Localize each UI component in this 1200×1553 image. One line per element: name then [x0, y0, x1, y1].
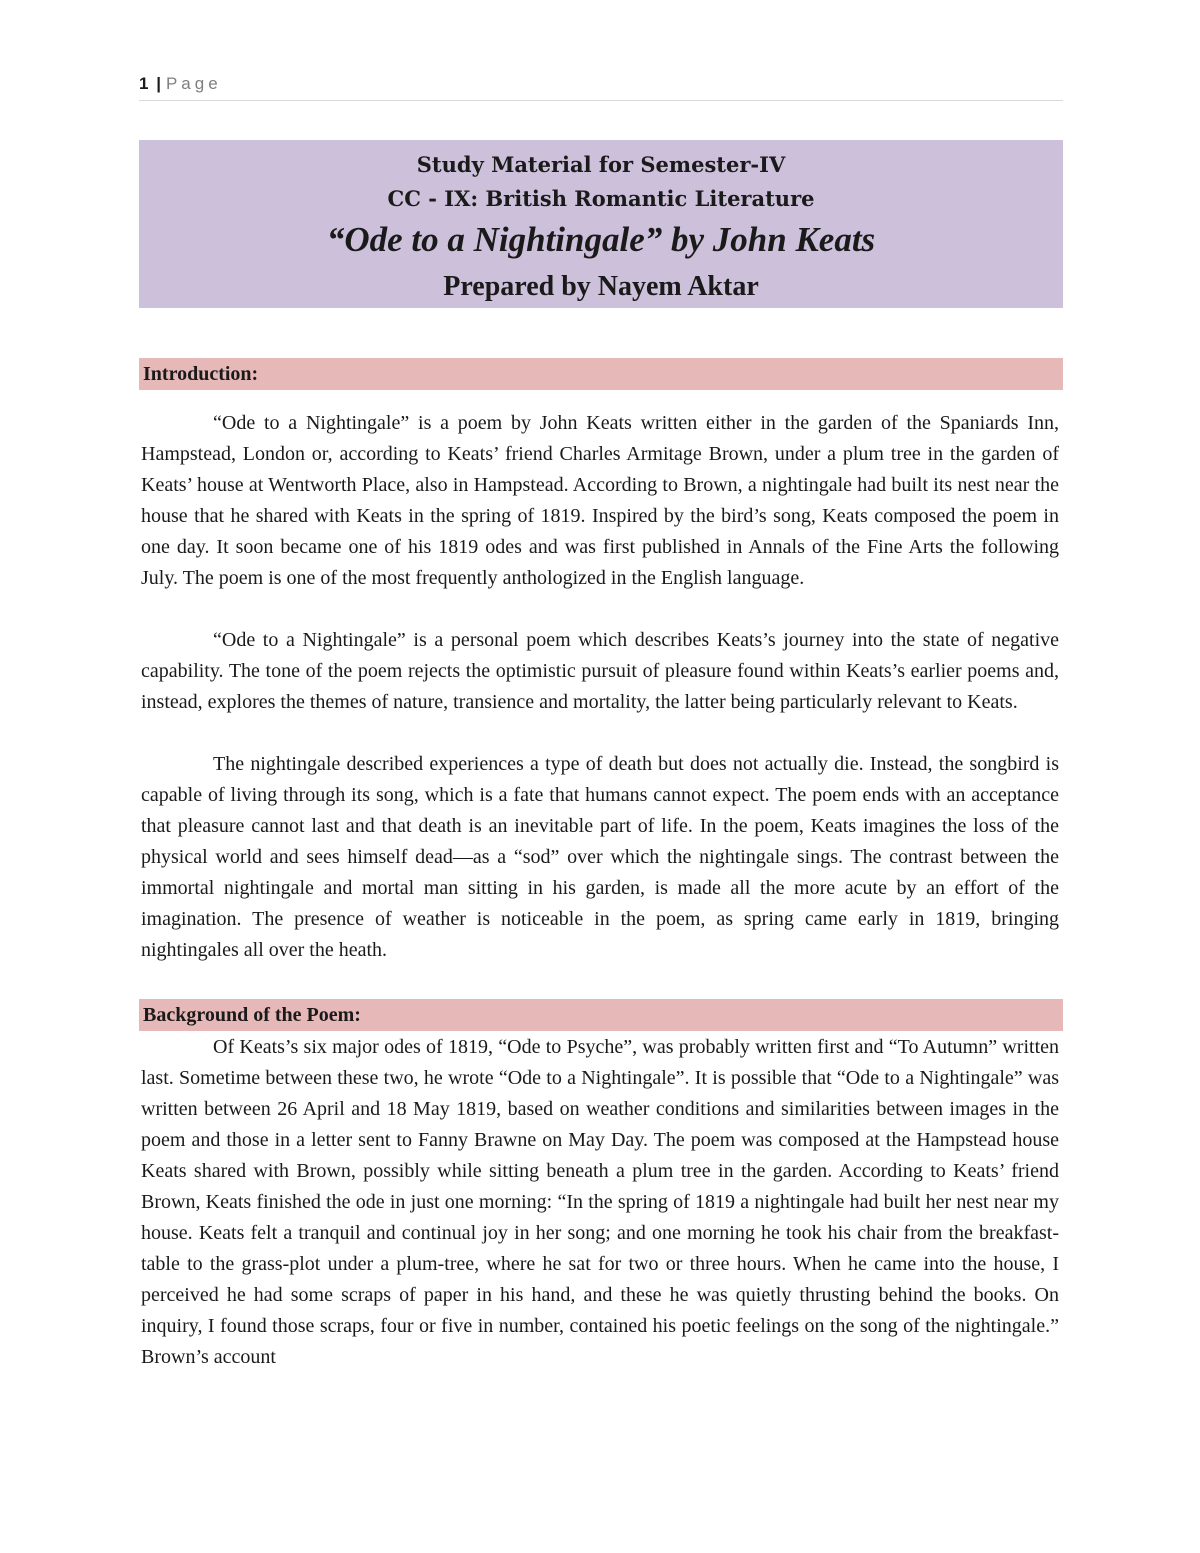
background-heading: Background of the Poem: [139, 999, 1063, 1031]
title-block [139, 140, 1063, 308]
title-course: CC - IX: British Romantic Literature [387, 186, 815, 211]
page-header [139, 74, 1063, 101]
page-number: 1 [139, 74, 149, 93]
title-author: Prepared by Nayem Aktar [443, 271, 759, 302]
background-paragraph-1: Of Keats’s six major odes of 1819, “Ode to Psyche”, was probably written first and “To Autumn” written last. Sometime between these two, he wrote “Ode to a Nightingale”. It is possible that “Ode to a Nightingale” was written between 26 April and 18 May 1819, based on weather conditions and similarities between images in the poem and those in a letter sent to Fanny Brawne on May Day. The poem was composed at the Hampstead house Keats shared with Brown, possibly while sitting beneath a plum tree in the garden. According to Keats’ friend Brown, Keats finished the ode in just one morning: “In the spring of 1819 a nightingale had built her nest near my house. Keats felt a tranquil and continual joy in her song; and one morning he took his chair from the breakfast-table to the grass-plot under a plum-tree, where he sat for two or three hours. When he came into the house, I perceived he had some scraps of paper in his hand, and these he was quietly thrusting behind the books. On inquiry, I found those scraps, four or five in number, contained his poetic feelings on the song of the nightingale.” Brown’s account [141, 1036, 1059, 1368]
title-poem: “Ode to a Nightingale” by John Keats [326, 220, 876, 259]
page-separator: | [156, 74, 161, 93]
title-semester: Study Material for Semester-IV [416, 152, 786, 177]
introduction-paragraph-3: The nightingale described experiences a type of death but does not actually die. Instead, the songbird is capable of living through its song, which is a fate that humans cannot expect. The poem ends with an acceptance that pleasure cannot last and that death is an inevitable part of life. In the poem, Keats imagines the loss of the physical world and sees himself dead—as a “sod” over which the nightingale sings. The contrast between the immortal nightingale and mortal man sitting in his garden, is made all the more acute by an effort of the imagination. The presence of weather is noticeable in the poem, as spring came early in 1819, bringing nightingales all over the heath. [141, 753, 1059, 961]
page-word: Page [165, 74, 222, 93]
introduction-paragraph-1: “Ode to a Nightingale” is a poem by John Keats written either in the garden of the Spaniards Inn, Hampstead, London or, according to Keats’ friend Charles Armitage Brown, under a plum tree in the garden of Keats’ house at Wentworth Place, also in Hampstead. According to Brown, a nightingale had built its nest near the house that he shared with Keats in the spring of 1819. Inspired by the bird’s song, Keats composed the poem in one day. It soon became one of his 1819 odes and was first published in Annals of the Fine Arts the following July. The poem is one of the most frequently anthologized in the English language. [141, 412, 1059, 589]
introduction-paragraph-2: “Ode to a Nightingale” is a personal poem which describes Keats’s journey into the state of negative capability. The tone of the poem rejects the optimistic pursuit of pleasure found within Keats’s earlier poems and, instead, explores the themes of nature, transience and mortality, the latter being particularly relevant to Keats. [141, 629, 1059, 713]
introduction-heading: Introduction: [139, 358, 1063, 390]
